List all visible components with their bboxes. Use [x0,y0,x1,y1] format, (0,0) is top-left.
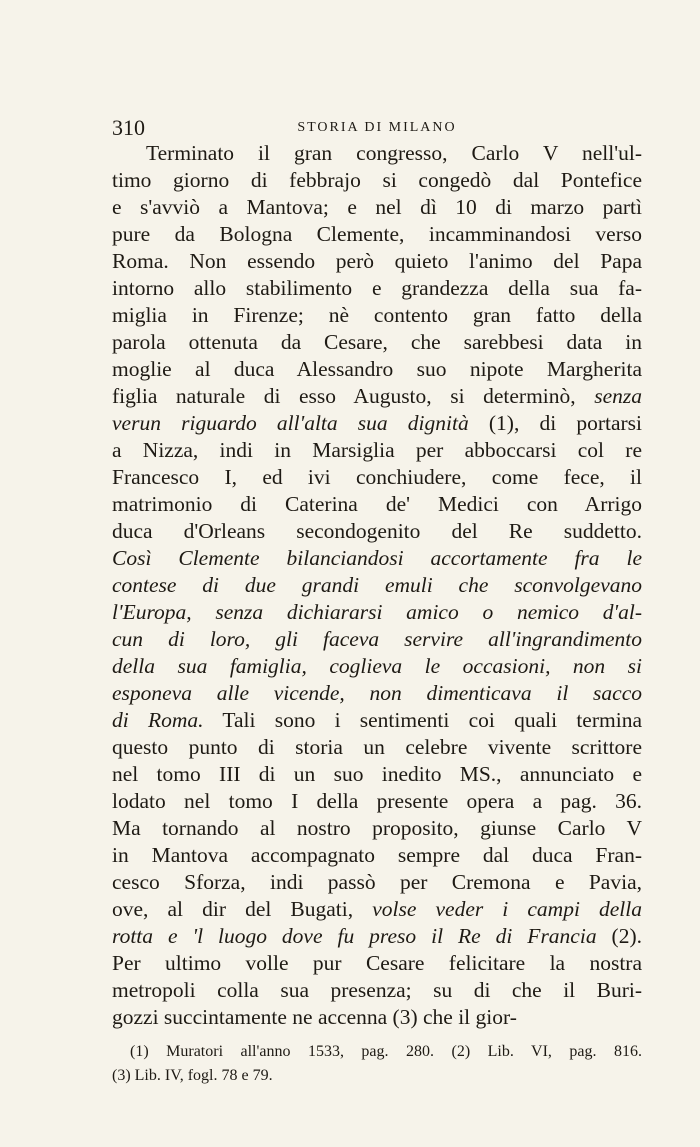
italic-segment: volse veder i campi della [372,897,642,921]
text-line [112,626,642,653]
text-line: timo giorno di febbrajo si congedò dal Pontefice [112,168,642,192]
italic-segment: l'Europa, senza dichiararsi amico o nemico d'al- [112,600,642,624]
text-segment: (2). [596,924,642,948]
text-segment: Tali sono i sentimenti coi quali termina [203,708,642,732]
text-line: Per ultimo volle pur Cesare felicitare la nostra [112,951,642,975]
text-line: Francesco I, ed ivi conchiudere, come fece, il [112,465,642,489]
text-line [112,923,642,950]
text-line: pure da Bologna Clemente, incamminandosi verso [112,222,642,246]
text-line: questo punto di storia un celebre vivente scrittore [112,735,642,759]
footnote-line: (1) Muratori all'anno 1533, pag. 280. (2) Lib. VI, pag. 816. [130,1043,642,1060]
text-line: moglie al duca Alessandro suo nipote Margherita [112,357,642,381]
text-line: duca d'Orleans secondogenito del Re suddetto. [112,519,642,543]
text-line [112,545,642,572]
text-line: intorno allo stabilimento e grandezza della sua fa- [112,276,642,300]
text-line: gozzi succintamente ne accenna (3) che il gior- [112,1005,517,1029]
running-title: STORIA DI MILANO [297,120,457,135]
text-line [112,707,642,734]
text-line: a Nizza, indi in Marsiglia per abboccarsi col re [112,438,642,462]
page-header [112,116,642,140]
italic-segment: della sua famiglia, coglieva le occasioni, non si [112,654,642,678]
text-line: miglia in Firenze; nè contento gran fatto della [112,303,642,327]
italic-segment: Così Clemente bilanciandosi accortamente fra le [112,546,642,570]
italic-segment: senza [594,384,642,408]
text-line: nel tomo III di un suo inedito MS., annunciato e [112,762,642,786]
text-line: parola ottenuta da Cesare, che sarebbesi data in [112,330,642,354]
text-segment: ove, al dir del Bugati, [112,897,373,921]
text-line: in Mantova accompagnato sempre dal duca Fran- [112,843,642,867]
text-line [112,680,642,707]
italic-segment: cun di loro, gli faceva servire all'ingrandimento [112,627,642,651]
text-line [112,410,642,437]
italic-segment: esponeva alle vicende, non dimenticava il sacco [112,681,642,705]
text-line: e s'avviò a Mantova; e nel dì 10 di marzo partì [112,195,642,219]
text-segment: figlia naturale di esso Augusto, si determinò, [112,384,595,408]
body-text [112,140,642,1031]
footnote-line: (3) Lib. IV, fogl. 78 e 79. [112,1067,273,1084]
text-line: Terminato il gran congresso, Carlo V nell'ul- [146,141,642,165]
text-line [112,572,642,599]
text-line [112,599,642,626]
text-line [112,896,642,923]
text-line: Roma. Non essendo però quieto l'animo del Papa [112,249,642,273]
text-line: matrimonio di Caterina de' Medici con Arrigo [112,492,642,516]
footnotes [112,1040,642,1088]
text-line [112,653,642,680]
text-line: metropoli colla sua presenza; su di che il Buri- [112,978,642,1002]
text-line: Ma tornando al nostro proposito, giunse Carlo V [112,816,642,840]
text-line: lodato nel tomo I della presente opera a pag. 36. [112,789,642,813]
italic-segment: di Roma. [112,708,204,732]
text-segment: (1), di portarsi [468,411,643,435]
text-line: cesco Sforza, indi passò per Cremona e Pavia, [112,870,642,894]
page-number: 310 [112,115,145,140]
italic-segment: rotta e 'l luogo dove fu preso il Re di Francia [112,924,597,948]
italic-segment: verun riguardo all'alta sua dignità [112,411,469,435]
italic-segment: contese di due grandi emuli che sconvolgevano [112,573,642,597]
text-line [112,383,642,410]
